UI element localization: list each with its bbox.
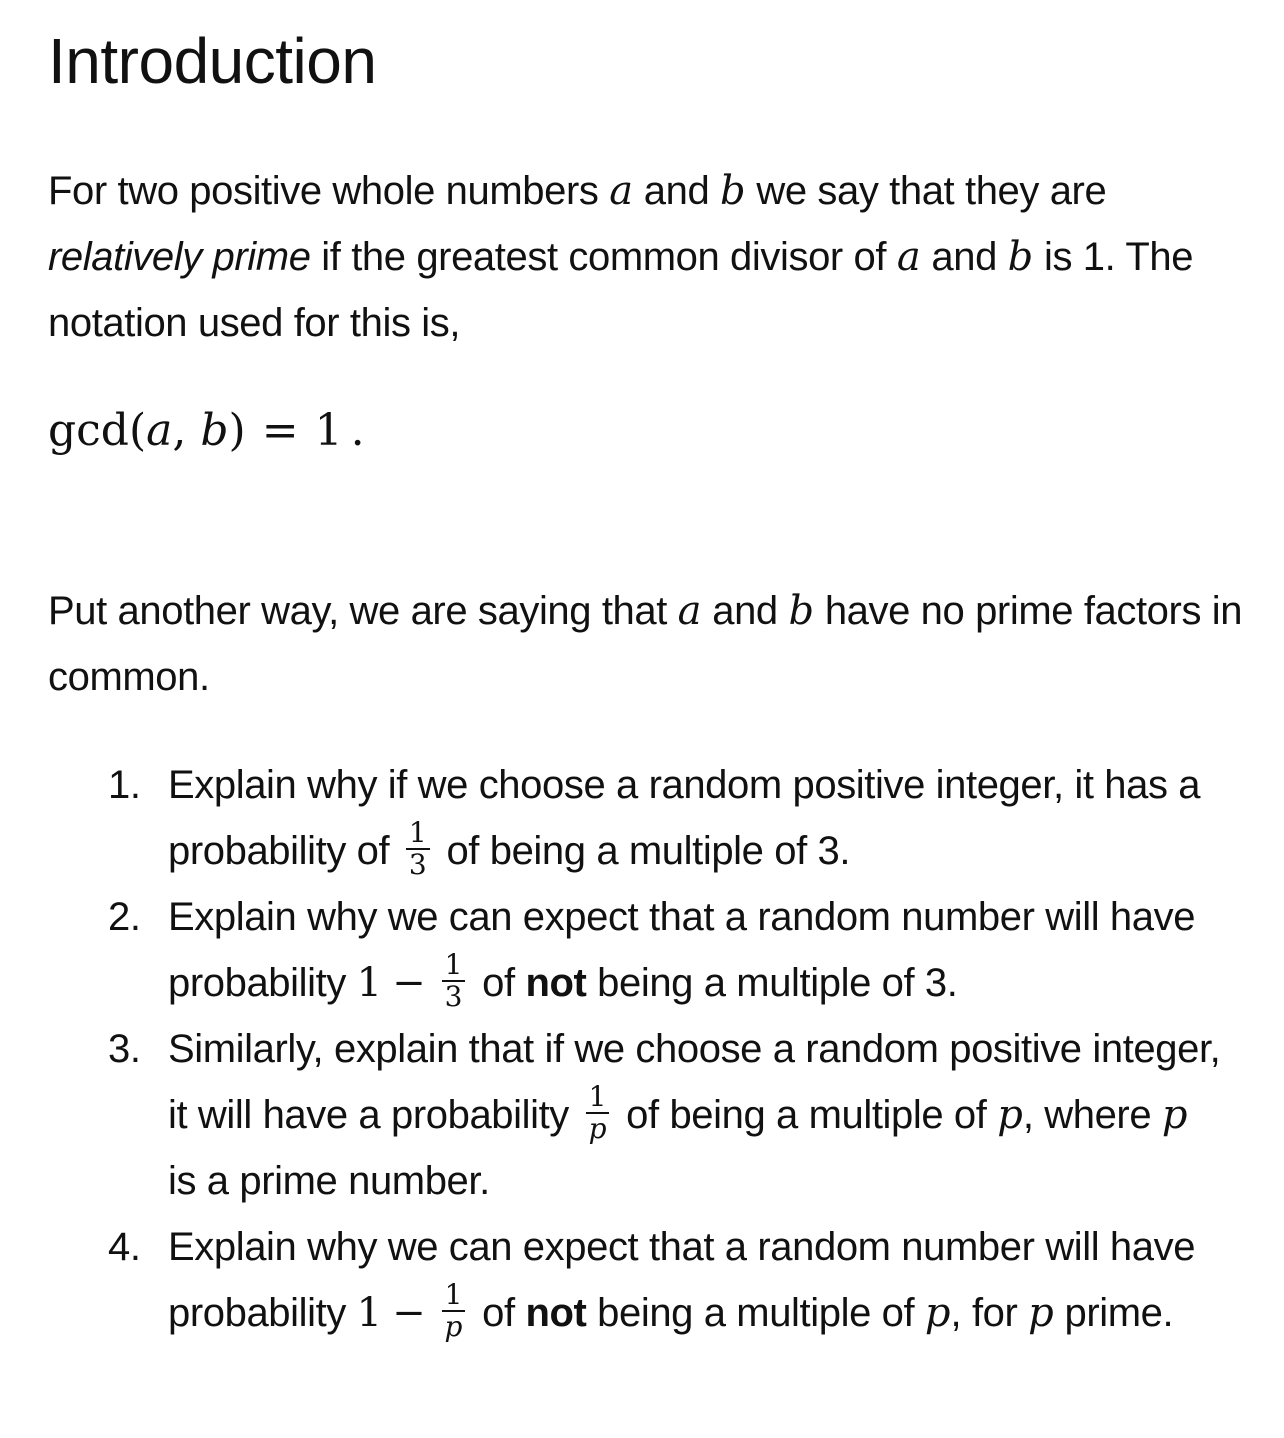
question-text: of being a multiple of	[615, 1093, 998, 1137]
equation-function: gcd	[48, 405, 129, 456]
question-text: , for	[950, 1291, 1029, 1335]
minus-sign: −	[392, 1290, 426, 1336]
question-item-1	[0, 752, 1284, 884]
equation-period: .	[350, 405, 365, 456]
question-number: 1.	[108, 763, 141, 807]
minus-sign: −	[392, 960, 426, 1006]
intro-text: and	[633, 169, 721, 213]
question-text: is a prime number.	[168, 1159, 490, 1203]
fraction-one-over-p	[586, 1080, 610, 1146]
question-text: prime.	[1053, 1291, 1174, 1335]
math-one: 1	[356, 1290, 383, 1336]
variable-b: b	[1007, 234, 1034, 280]
restatement-paragraph	[48, 578, 1248, 710]
emphasis-not: not	[525, 961, 587, 1005]
gcd-equation	[48, 398, 365, 464]
math-one: 1	[356, 960, 383, 1006]
page-title: Introduction	[48, 25, 377, 97]
variable-b: b	[788, 588, 815, 634]
restatement-text: have no prime factors in common.	[48, 589, 1243, 699]
fraction-numerator: 1	[586, 1083, 610, 1114]
question-text: Similarly, explain that if we choose a random positive integer, it will have a probability	[168, 1027, 1221, 1137]
fraction-numerator: 1	[442, 951, 466, 982]
intro-text: and	[920, 235, 1008, 279]
question-text: Explain why we can expect that a random number will have probability	[168, 895, 1196, 1005]
variable-a: a	[609, 168, 634, 214]
question-text: of	[471, 961, 526, 1005]
variable-p: p	[1028, 1290, 1054, 1336]
intro-text: if the greatest common divisor of	[310, 235, 897, 279]
variable-p: p	[1161, 1092, 1188, 1138]
fraction-one-third	[442, 948, 466, 1014]
equation-paren-open: (	[128, 405, 147, 456]
equation-comma: ,	[172, 405, 201, 456]
emphasis-not: not	[525, 1291, 587, 1335]
variable-p: p	[924, 1290, 951, 1336]
question-text: Explain why we can expect that a random number will have probability	[168, 1225, 1196, 1335]
restatement-text: Put another way, we are saying that	[48, 589, 678, 633]
intro-paragraph	[48, 158, 1248, 356]
fraction-denominator: p	[588, 1112, 607, 1146]
question-number: 4.	[108, 1225, 141, 1269]
question-number: 3.	[108, 1027, 141, 1071]
question-text: , where	[1022, 1093, 1162, 1137]
fraction-one-third	[406, 816, 430, 882]
defined-term: relatively prime	[48, 235, 311, 279]
variable-p: p	[997, 1092, 1023, 1138]
question-text: being a multiple of	[586, 1291, 925, 1335]
question-item-2	[0, 884, 1284, 1016]
restatement-text: and	[701, 589, 789, 633]
fraction-denominator: 3	[408, 848, 427, 882]
equals-sign: =	[261, 405, 299, 456]
question-text: Explain why if we choose a random positive integer, it has a probability of	[168, 763, 1201, 873]
intro-text: we say that they are	[745, 169, 1107, 213]
variable-a: a	[677, 588, 702, 634]
question-text: of being a multiple of 3.	[435, 829, 851, 873]
question-item-4	[0, 1214, 1284, 1346]
intro-text: For two positive whole numbers	[48, 169, 610, 213]
equation-rhs: 1	[314, 405, 343, 456]
question-number: 2.	[108, 895, 141, 939]
equation-paren-close: )	[228, 405, 246, 456]
question-text: being a multiple of 3.	[586, 961, 958, 1005]
fraction-one-over-p	[442, 1278, 466, 1344]
fraction-denominator: p	[444, 1310, 463, 1344]
fraction-numerator: 1	[442, 1281, 466, 1312]
fraction-numerator: 1	[406, 819, 430, 850]
equation-arg-b: b	[200, 405, 229, 456]
intro-text: is 1. The notation used for this is,	[48, 235, 1194, 345]
equation-arg-a: a	[146, 405, 173, 456]
question-text: of	[471, 1291, 526, 1335]
variable-a: a	[896, 234, 921, 280]
question-list	[0, 752, 1284, 1346]
question-item-3	[0, 1016, 1284, 1214]
variable-b: b	[720, 168, 746, 214]
fraction-denominator: 3	[444, 980, 463, 1014]
